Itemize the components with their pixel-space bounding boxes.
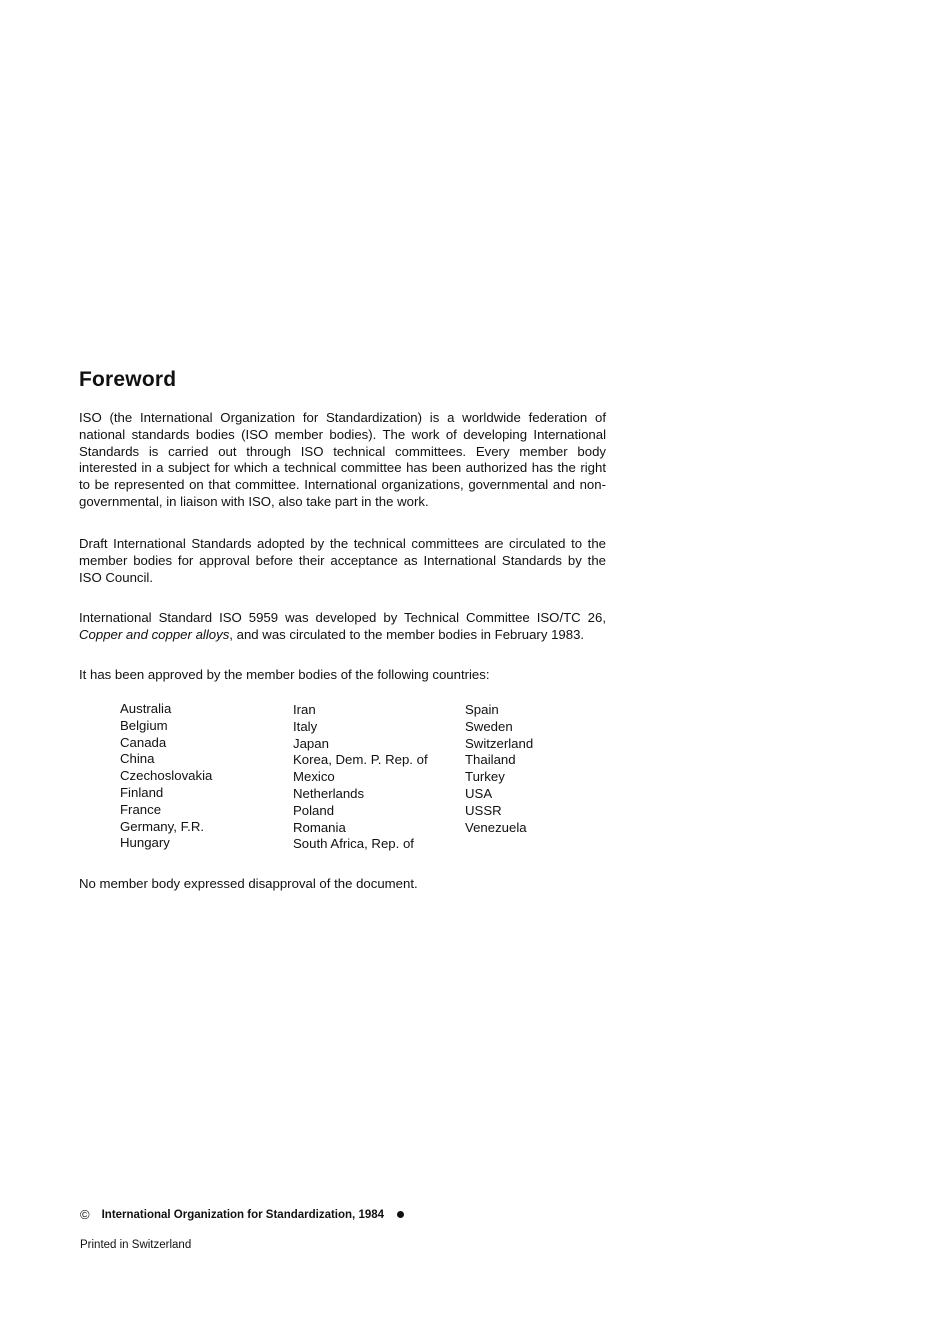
- country-item: Switzerland: [465, 735, 534, 751]
- country-item: Spain: [465, 702, 499, 717]
- country-item: Australia: [120, 701, 172, 716]
- country-item: Romania: [293, 819, 346, 835]
- country-item: Iran: [293, 702, 316, 717]
- country-item: Czechoslovakia: [120, 768, 213, 784]
- paragraph-standard-development: [79, 610, 606, 644]
- country-item: Finland: [120, 784, 164, 800]
- printed-in-note: Printed in Switzerland: [80, 1239, 192, 1251]
- country-item: Poland: [293, 802, 335, 818]
- committee-title: Copper and copper alloys: [79, 626, 230, 642]
- country-item: Venezuela: [465, 819, 527, 835]
- country-item: China: [120, 751, 155, 767]
- country-item: South Africa, Rep. of: [293, 836, 414, 852]
- paragraph-standard-development-end: , and was circulated to the member bodies in February 1983.: [229, 626, 585, 642]
- country-item: Turkey: [465, 769, 505, 785]
- country-column-1: [120, 701, 212, 852]
- country-item: Belgium: [120, 717, 168, 733]
- country-item: Netherlands: [293, 785, 365, 801]
- country-item: Canada: [120, 734, 167, 750]
- country-item: Germany, F.R.: [120, 818, 205, 834]
- paragraph-iso-description: ISO (the International Organization for Standardization) is a worldwide federation of national standards bodies (ISO member bodies). The work of developing International Standards is carried out through ISO technical committees. Every member body interested in a subject for which a technical committee has been authorized has the right to be represented on that committee. International organizations, governmental and non-governmental, in liaison with ISO, also take part in the work.: [79, 410, 606, 509]
- country-item: Hungary: [120, 835, 170, 851]
- country-column-2: [293, 702, 428, 853]
- country-item: USSR: [465, 802, 502, 818]
- paragraph-no-disapproval: No member body expressed disapproval of the document.: [79, 876, 418, 891]
- country-item: Mexico: [293, 769, 335, 785]
- country-item: Japan: [293, 735, 329, 751]
- paragraph-draft-standards: Draft International Standards adopted by the technical committees are circulated to the member bodies for approval before their acceptance as International Standards by the ISO Council.: [79, 536, 606, 585]
- country-item: Thailand: [465, 752, 516, 768]
- country-column-3: [465, 702, 533, 836]
- country-item: France: [120, 801, 162, 817]
- copyright-icon: ©: [80, 1207, 90, 1222]
- country-item: Sweden: [465, 718, 513, 734]
- bullet-dot-icon: [397, 1211, 404, 1218]
- country-item: Italy: [293, 718, 318, 734]
- page-title: Foreword: [79, 368, 177, 391]
- paragraph-approval: It has been approved by the member bodies of the following countries:: [79, 667, 490, 682]
- country-item: USA: [465, 785, 493, 801]
- paragraph-standard-development-start: International Standard ISO 5959 was developed by Technical Committee ISO/TC 26,: [79, 610, 606, 625]
- country-item: Korea, Dem. P. Rep. of: [293, 752, 428, 768]
- copyright-text: International Organization for Standardization, 1984: [101, 1208, 385, 1221]
- copyright-line: [80, 1207, 404, 1222]
